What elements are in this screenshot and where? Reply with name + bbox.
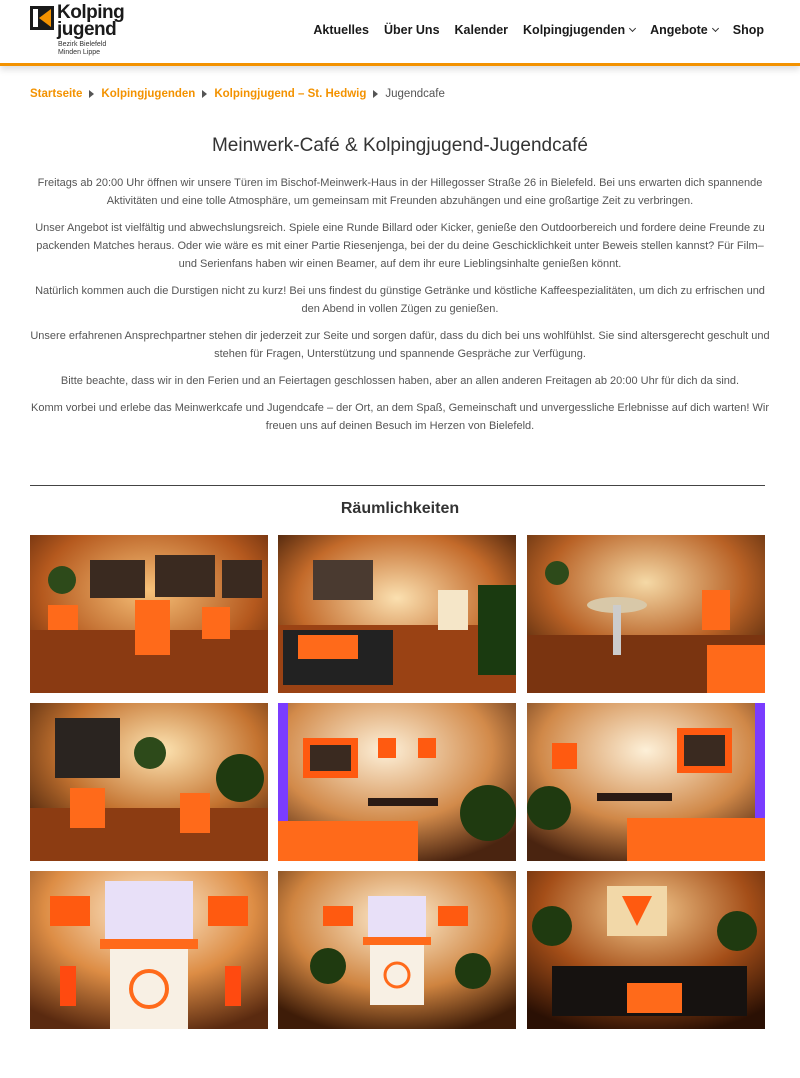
- gallery-photo-seating-wall[interactable]: [527, 703, 765, 861]
- gallery-photo-bar-table[interactable]: [527, 535, 765, 693]
- breadcrumb-link-kolpingjugenden[interactable]: Kolpingjugenden: [101, 88, 196, 100]
- breadcrumb-link-st-hedwig[interactable]: Kolpingjugend – St. Hedwig: [214, 88, 367, 100]
- gallery-photo-counter-wide[interactable]: [278, 871, 516, 1029]
- site-logo[interactable]: [30, 4, 140, 60]
- caret-right-icon: [202, 90, 207, 98]
- gallery-title: Räumlichkeiten: [340, 500, 460, 517]
- breadcrumb: [30, 88, 445, 100]
- gallery-photo-window-area[interactable]: [30, 703, 268, 861]
- gallery-photo-counter[interactable]: [30, 871, 268, 1029]
- gallery-photo-sofa-area[interactable]: [527, 871, 765, 1029]
- nav-item-ueber-uns[interactable]: Über Uns: [383, 23, 440, 37]
- intro-paragraph: Komm vorbei und erlebe das Meinwerkcafe und Jugendcafe – der Ort, an dem Spaß, Gemeinschaft und unvergessliche Erlebnisse auf dich warten! Wir freuen uns auf deinen Besuch im Herzen von Bielefeld.: [31, 402, 769, 432]
- section-divider: [30, 485, 765, 486]
- intro-paragraph: Bitte beachte, dass wir in den Ferien und an Feiertagen geschlossen haben, aber an allen anderen Freitagen ab 20:00 Uhr für dich da sind.: [60, 375, 740, 387]
- chevron-down-icon: [629, 24, 636, 31]
- chevron-down-icon: [712, 24, 719, 31]
- gallery-photo-cafe-room[interactable]: [30, 535, 268, 693]
- nav-item-kolpingjugenden[interactable]: Kolpingjugenden: [523, 23, 635, 37]
- intro-paragraph: Natürlich kommen auch die Durstigen nicht zu kurz! Bei uns findest du günstige Getränke und köstliche Kaffeespezialitäten, um dich zu erfrischen und den Abend in vollen Zügen zu genießen.: [35, 285, 765, 315]
- main-nav: [298, 23, 764, 37]
- breadcrumb-link-startseite[interactable]: Startseite: [30, 88, 83, 100]
- kolping-logo-icon: [30, 6, 54, 30]
- caret-right-icon: [373, 90, 378, 98]
- breadcrumb-current: Jugendcafe: [385, 88, 445, 100]
- intro-paragraph: Unsere erfahrenen Ansprechpartner stehen dir jederzeit zur Seite und sorgen dafür, dass du dich bei uns wohlfühlst. Sie sind altersgerecht geschult und stehen für Fragen, Unterstützung und spannende Gespräche zur Verfügung.: [30, 330, 770, 360]
- page-title: Meinwerk-Café & Kolpingjugend-Jugendcafé: [211, 135, 588, 156]
- logo-subtitle: Bezirk Bielefeld Minden Lippe: [58, 41, 107, 56]
- caret-right-icon: [89, 90, 94, 98]
- nav-item-aktuelles[interactable]: Aktuelles: [313, 23, 369, 37]
- gallery-photo-seating-corner[interactable]: [278, 703, 516, 861]
- nav-item-shop[interactable]: Shop: [732, 23, 764, 37]
- gallery-photo-lounge[interactable]: [278, 535, 516, 693]
- intro-paragraph: Freitags ab 20:00 Uhr öffnen wir unsere Türen im Bischof-Meinwerk-Haus in der Hillegosser Straße 26 in Bielefeld. Bei uns erwarten dich spannende Aktivitäten und eine tolle Atmosphäre, um gemeinsam mit Freunden abzuhängen und eine großartige Zeit zu verbringen.: [37, 177, 763, 207]
- intro-paragraph: Unser Angebot ist vielfältig und abwechslungsreich. Spiele eine Runde Billard oder Kicker, genieße den Outdoorbereich und fordere deine Freunde zu packenden Matches heraus. Oder wie wäre es mit einer Partie Riesenjenga, bei der du deine Geschicklichkeit unter Beweis stellen kannst? Für Film– und Serienfans haben wir einen Beamer, auf dem ihr eure Lieblingsinhalte genießen könnt.: [35, 222, 765, 270]
- nav-item-angebote[interactable]: Angebote: [650, 23, 718, 37]
- nav-item-kalender[interactable]: Kalender: [454, 23, 509, 37]
- logo-title: Kolping jugend: [57, 2, 125, 40]
- site-header: [0, 0, 800, 66]
- intro-text: [30, 174, 770, 444]
